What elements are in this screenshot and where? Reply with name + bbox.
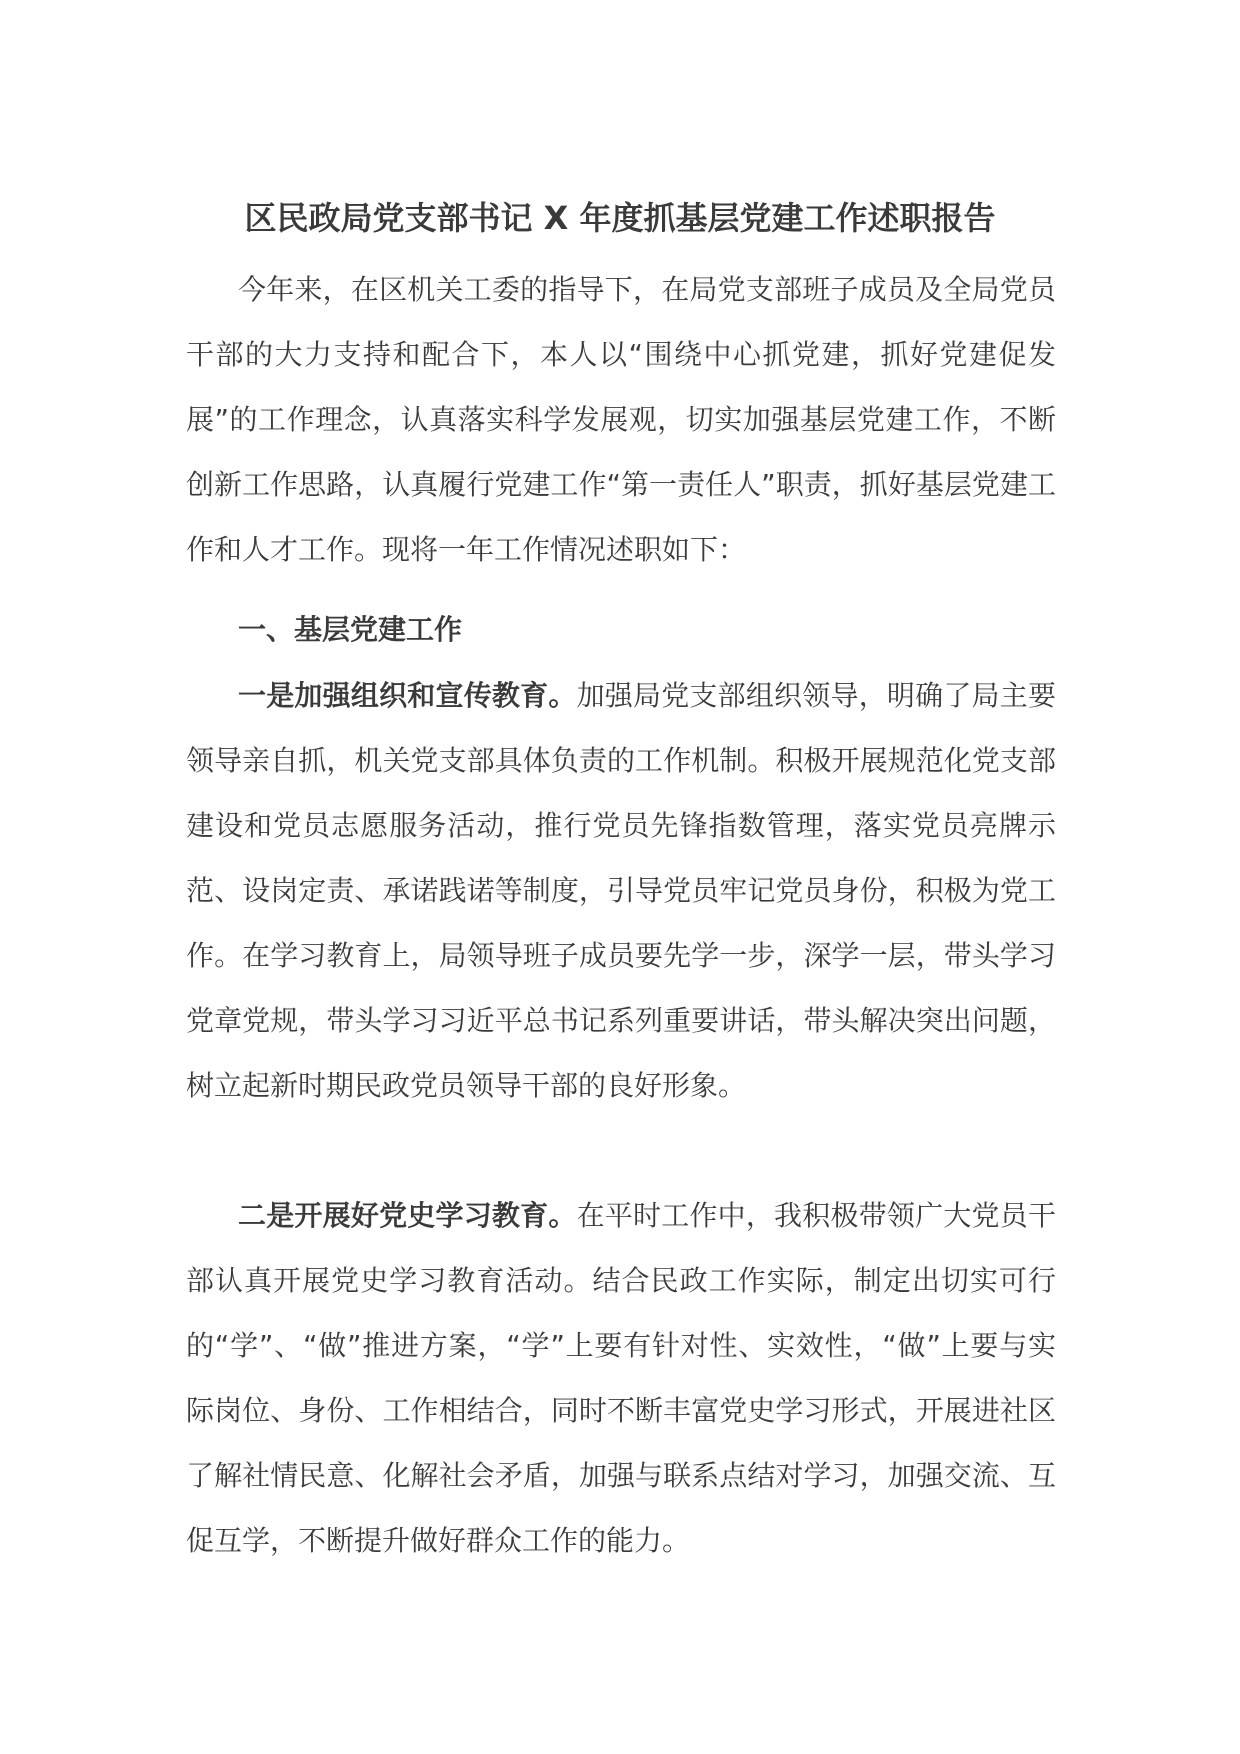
item-two-paragraph [186,1183,1056,1573]
section-heading: 一、基层党建工作 [238,613,463,646]
item-two-lead: 二是开展好党史学习教育。 [238,1199,577,1232]
document-title: 区民政局党支部书记 X 年度抓基层党建工作述职报告 [244,199,996,237]
item-two-text: 在平时工作中，我积极带领广大党员干部认真开展党史学习教育活动。结合民政工作实际，制定出切实可行的“学”、“做”推进方案，“学”上要有针对性、实效性，“做”上要与实际岗位、身份、工作相结合，同时不断丰富党史学习形式，开展进社区了解社情民意、化解社会矛盾，加强与联系点结对学习，加强交流、互促互学，不断提升做好群众工作的能力。 [186,1199,1056,1557]
intro-paragraph: 今年来，在区机关工委的指导下，在局党支部班子成员及全局党员干部的大力支持和配合下，本人以“围绕中心抓党建，抓好党建促发展”的工作理念，认真落实科学发展观，切实加强基层党建工作，不断创新工作思路，认真履行党建工作“第一责任人”职责，抓好基层党建工作和人才工作。现将一年工作情况述职如下： [186,273,1056,566]
item-one-text: 加强局党支部组织领导，明确了局主要领导亲自抓，机关党支部具体负责的工作机制。积极开展规范化党支部建设和党员志愿服务活动，推行党员先锋指数管理，落实党员亮牌示范、设岗定责、承诺践诺等制度，引导党员牢记党员身份，积极为党工作。在学习教育上，局领导班子成员要先学一步，深学一层，带头学习党章党规，带头学习习近平总书记系列重要讲话，带头解决突出问题，树立起新时期民政党员领导干部的良好形象。 [186,679,1056,1102]
item-one-paragraph [186,663,1056,1118]
item-one-lead: 一是加强组织和宣传教育。 [238,679,577,712]
